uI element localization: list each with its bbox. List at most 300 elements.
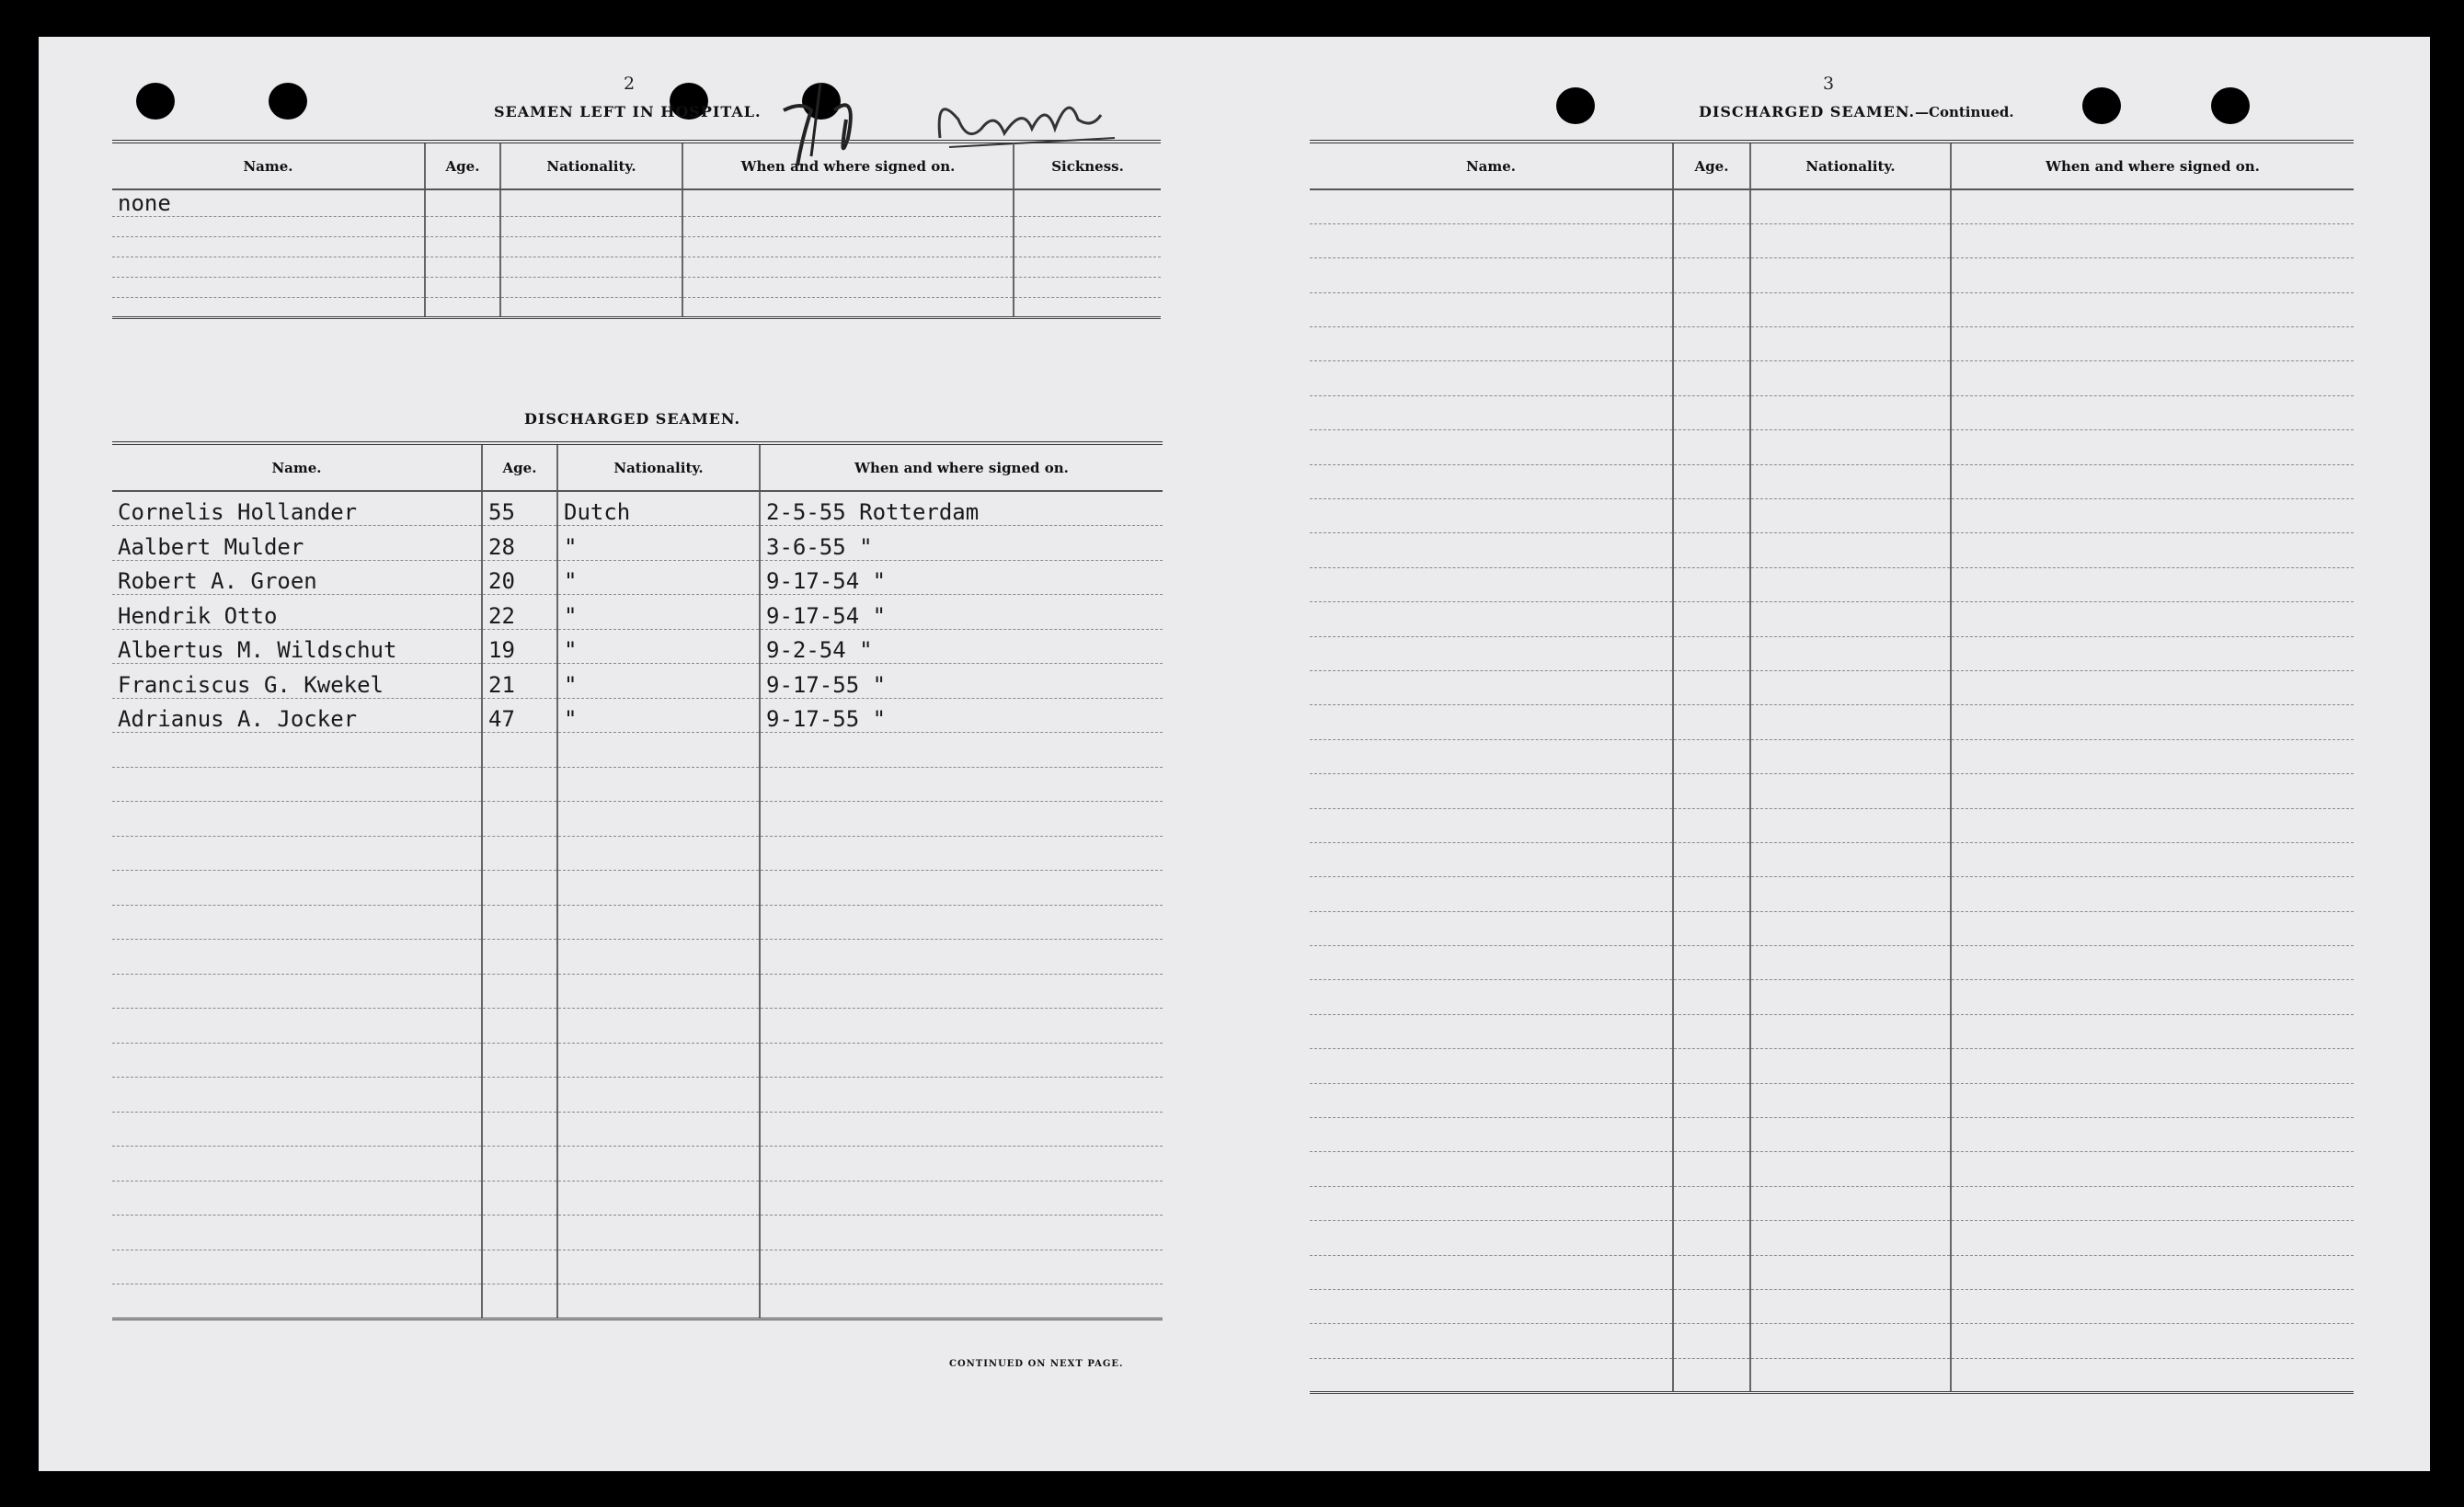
table-row xyxy=(112,905,1163,940)
table-cell xyxy=(682,278,1014,298)
table-cell xyxy=(500,189,682,217)
table-cell xyxy=(557,1250,760,1284)
table-cell xyxy=(1951,842,2354,876)
table-cell xyxy=(1310,533,1673,567)
table-cell xyxy=(482,733,557,768)
table-cell xyxy=(482,905,557,940)
table-cell xyxy=(682,257,1014,278)
table-row xyxy=(1310,1186,2354,1220)
table-cell xyxy=(112,1009,482,1044)
table-cell xyxy=(1310,877,1673,911)
table-cell xyxy=(1951,1049,2354,1083)
table-cell xyxy=(112,278,425,298)
table-cell xyxy=(1951,911,2354,945)
table-cell xyxy=(1951,774,2354,808)
table-cell xyxy=(1750,1186,1951,1220)
table-row xyxy=(1310,808,2354,842)
table-row xyxy=(112,767,1163,802)
table-cell xyxy=(1750,1221,1951,1255)
table-cell xyxy=(112,836,482,871)
table-cell xyxy=(1750,946,1951,980)
table-cell xyxy=(500,278,682,298)
table-row xyxy=(1310,602,2354,636)
table-cell xyxy=(557,1112,760,1147)
table-row xyxy=(112,257,1161,278)
table-cell xyxy=(1673,636,1750,670)
table-cell: Robert A. Groen xyxy=(112,560,482,595)
table-row xyxy=(112,1009,1163,1044)
table-cell xyxy=(1673,1186,1750,1220)
table-row xyxy=(1310,1152,2354,1186)
col-header-nationality: Nationality. xyxy=(1750,142,1951,189)
table-row xyxy=(112,595,1163,630)
table-cell: 21 xyxy=(482,664,557,699)
table-cell xyxy=(1310,1255,1673,1289)
table-cell xyxy=(1750,911,1951,945)
table-cell xyxy=(1951,361,2354,395)
table-cell xyxy=(760,1078,1163,1113)
col-header-signed-on: When and where signed on. xyxy=(1951,142,2354,189)
table-cell xyxy=(1750,1083,1951,1117)
table-cell xyxy=(112,1216,482,1250)
table-cell xyxy=(112,1078,482,1113)
col-header-age: Age. xyxy=(425,142,500,189)
table-cell xyxy=(1673,533,1750,567)
table-cell xyxy=(1310,292,1673,326)
table-row xyxy=(1310,946,2354,980)
table-cell xyxy=(557,767,760,802)
table-row xyxy=(1310,292,2354,326)
table-cell xyxy=(1673,739,1750,773)
ship-manifest-sheet xyxy=(39,37,2430,1471)
table-cell xyxy=(1310,911,1673,945)
table-cell xyxy=(1750,602,1951,636)
table-row xyxy=(112,1181,1163,1216)
table-cell xyxy=(557,1181,760,1216)
table-row xyxy=(112,733,1163,768)
discharged-section-title: DISCHARGED SEAMEN. xyxy=(524,410,741,428)
table-cell xyxy=(1750,430,1951,464)
table-cell xyxy=(557,974,760,1009)
table-cell xyxy=(482,974,557,1009)
table-cell xyxy=(1310,430,1673,464)
table-cell xyxy=(557,940,760,975)
table-cell xyxy=(1750,189,1951,223)
table-cell xyxy=(112,217,425,237)
table-cell xyxy=(1673,1152,1750,1186)
table-cell xyxy=(1750,1014,1951,1048)
table-cell xyxy=(557,802,760,837)
table-cell xyxy=(1951,877,2354,911)
table-cell xyxy=(1951,1358,2354,1392)
table-cell xyxy=(425,237,500,257)
table-cell xyxy=(1951,1152,2354,1186)
table-cell xyxy=(1014,217,1161,237)
page-number: 3 xyxy=(1823,74,1835,94)
table-cell xyxy=(760,871,1163,906)
table-cell xyxy=(1750,361,1951,395)
table-cell xyxy=(1310,395,1673,429)
table-cell xyxy=(557,905,760,940)
table-row xyxy=(112,1078,1163,1113)
table-cell xyxy=(1310,739,1673,773)
table-cell xyxy=(112,1147,482,1182)
table-cell xyxy=(1673,499,1750,533)
table-row xyxy=(1310,739,2354,773)
col-header-sickness: Sickness. xyxy=(1014,142,1161,189)
table-row xyxy=(1310,911,2354,945)
table-row xyxy=(1310,1358,2354,1392)
table-cell xyxy=(760,767,1163,802)
table-row xyxy=(1310,1221,2354,1255)
table-cell xyxy=(500,257,682,278)
table-cell xyxy=(1951,430,2354,464)
table-cell xyxy=(682,217,1014,237)
col-header-age: Age. xyxy=(482,443,557,491)
table-cell xyxy=(682,298,1014,318)
table-cell xyxy=(1951,327,2354,361)
table-cell: Adrianus A. Jocker xyxy=(112,698,482,733)
table-cell xyxy=(1310,1221,1673,1255)
table-cell: 2-5-55 Rotterdam xyxy=(760,491,1163,526)
table-cell: 19 xyxy=(482,629,557,664)
col-header-name: Name. xyxy=(112,142,425,189)
table-cell: 20 xyxy=(482,560,557,595)
table-cell xyxy=(112,298,425,318)
table-cell xyxy=(1673,911,1750,945)
table-cell: Hendrik Otto xyxy=(112,595,482,630)
table-cell xyxy=(112,237,425,257)
table-cell: 9-17-55 " xyxy=(760,698,1163,733)
table-row xyxy=(112,278,1161,298)
title-suffix: —Continued. xyxy=(1915,104,2014,120)
table-cell: " xyxy=(557,560,760,595)
table-cell xyxy=(1750,774,1951,808)
table-row xyxy=(1310,395,2354,429)
table-cell: Albertus M. Wildschut xyxy=(112,629,482,664)
table-cell xyxy=(1014,237,1161,257)
table-cell: " xyxy=(557,698,760,733)
table-cell xyxy=(1951,980,2354,1014)
table-cell xyxy=(1310,361,1673,395)
table-cell xyxy=(557,1009,760,1044)
table-cell xyxy=(482,940,557,975)
table-cell: Aalbert Mulder xyxy=(112,526,482,561)
table-cell xyxy=(1673,1255,1750,1289)
col-header-name: Name. xyxy=(112,443,482,491)
table-row xyxy=(112,237,1161,257)
table-cell xyxy=(1310,842,1673,876)
table-cell xyxy=(1310,464,1673,498)
table-cell: 3-6-55 " xyxy=(760,526,1163,561)
table-row xyxy=(1310,1324,2354,1358)
right-page xyxy=(1308,37,2430,1471)
table-cell xyxy=(112,905,482,940)
table-cell xyxy=(482,1181,557,1216)
table-cell xyxy=(500,237,682,257)
table-row xyxy=(1310,361,2354,395)
table-cell xyxy=(1951,602,2354,636)
table-cell xyxy=(1310,705,1673,739)
table-cell xyxy=(1951,670,2354,704)
table-cell xyxy=(1310,670,1673,704)
table-row xyxy=(112,526,1163,561)
table-cell xyxy=(1750,395,1951,429)
table-cell xyxy=(1951,739,2354,773)
table-cell xyxy=(1310,774,1673,808)
table-row xyxy=(112,1043,1163,1078)
table-row xyxy=(1310,464,2354,498)
table-cell xyxy=(500,217,682,237)
table-cell xyxy=(557,1216,760,1250)
table-cell xyxy=(1750,1358,1951,1392)
col-header-signed-on: When and where signed on. xyxy=(760,443,1163,491)
table-cell xyxy=(1310,223,1673,257)
table-cell xyxy=(425,257,500,278)
table-cell xyxy=(425,298,500,318)
table-row xyxy=(1310,258,2354,292)
table-cell xyxy=(1673,842,1750,876)
table-cell xyxy=(1673,980,1750,1014)
table-cell xyxy=(1014,189,1161,217)
table-row xyxy=(112,871,1163,906)
table-cell xyxy=(1951,292,2354,326)
table-cell xyxy=(1673,430,1750,464)
table-cell xyxy=(1673,1049,1750,1083)
table-row xyxy=(1310,223,2354,257)
col-header-nationality: Nationality. xyxy=(500,142,682,189)
table-cell xyxy=(1750,1118,1951,1152)
table-cell xyxy=(112,257,425,278)
table-cell xyxy=(112,871,482,906)
table-cell xyxy=(112,940,482,975)
table-cell xyxy=(1673,1290,1750,1324)
table-row xyxy=(112,298,1161,318)
table-cell xyxy=(1673,602,1750,636)
table-cell xyxy=(482,1250,557,1284)
table-cell xyxy=(557,1284,760,1319)
table-row xyxy=(112,1284,1163,1319)
table-cell xyxy=(482,1009,557,1044)
table-cell xyxy=(1310,1358,1673,1392)
table-cell xyxy=(1673,1014,1750,1048)
table-cell xyxy=(1750,567,1951,601)
table-row xyxy=(1310,327,2354,361)
table-cell: Franciscus G. Kwekel xyxy=(112,664,482,699)
table-cell xyxy=(1750,292,1951,326)
table-cell xyxy=(425,189,500,217)
table-row xyxy=(1310,670,2354,704)
table-cell xyxy=(1750,1049,1951,1083)
table-cell xyxy=(1673,946,1750,980)
table-cell xyxy=(1310,1290,1673,1324)
table-row xyxy=(1310,1049,2354,1083)
table-cell xyxy=(1673,705,1750,739)
table-cell xyxy=(682,189,1014,217)
table-cell xyxy=(1673,395,1750,429)
table-cell xyxy=(425,278,500,298)
hospital-table xyxy=(112,140,1161,319)
table-row xyxy=(1310,1290,2354,1324)
table-cell xyxy=(1673,1221,1750,1255)
left-page xyxy=(39,37,1216,1471)
table-row xyxy=(112,560,1163,595)
table-cell xyxy=(1310,1186,1673,1220)
table-cell: 9-17-54 " xyxy=(760,560,1163,595)
table-cell xyxy=(760,836,1163,871)
table-cell xyxy=(1951,464,2354,498)
table-cell xyxy=(1310,946,1673,980)
table-cell xyxy=(1951,1324,2354,1358)
table-cell: none xyxy=(112,189,425,217)
table-cell xyxy=(1673,877,1750,911)
table-cell xyxy=(1750,739,1951,773)
table-cell xyxy=(1951,705,2354,739)
table-row xyxy=(112,974,1163,1009)
table-row xyxy=(112,1216,1163,1250)
table-cell xyxy=(1310,1118,1673,1152)
title-text: DISCHARGED SEAMEN. xyxy=(1699,103,1916,120)
col-header-nationality: Nationality. xyxy=(557,443,760,491)
table-cell xyxy=(112,1284,482,1319)
table-cell xyxy=(1310,808,1673,842)
col-header-age: Age. xyxy=(1673,142,1750,189)
table-cell xyxy=(1014,278,1161,298)
table-row xyxy=(112,1250,1163,1284)
table-cell xyxy=(1014,298,1161,318)
table-row xyxy=(1310,1014,2354,1048)
table-row xyxy=(112,629,1163,664)
table-cell xyxy=(760,1181,1163,1216)
table-cell xyxy=(1673,1083,1750,1117)
table-cell: " xyxy=(557,629,760,664)
table-cell xyxy=(1750,636,1951,670)
table-cell xyxy=(1951,946,2354,980)
table-row xyxy=(112,1112,1163,1147)
table-row xyxy=(1310,980,2354,1014)
table-cell xyxy=(1750,842,1951,876)
table-cell: 22 xyxy=(482,595,557,630)
table-row xyxy=(112,836,1163,871)
table-row xyxy=(112,664,1163,699)
table-row xyxy=(112,940,1163,975)
table-cell xyxy=(1310,636,1673,670)
col-header-name: Name. xyxy=(1310,142,1673,189)
table-cell xyxy=(1750,877,1951,911)
table-cell xyxy=(1014,257,1161,278)
table-cell xyxy=(1673,361,1750,395)
table-cell xyxy=(1750,808,1951,842)
table-cell: " xyxy=(557,526,760,561)
table-row xyxy=(1310,774,2354,808)
table-cell: 9-17-55 " xyxy=(760,664,1163,699)
table-row xyxy=(1310,567,2354,601)
table-cell xyxy=(1951,1255,2354,1289)
table-cell: " xyxy=(557,664,760,699)
table-cell xyxy=(112,733,482,768)
table-cell xyxy=(557,836,760,871)
table-cell xyxy=(112,1043,482,1078)
table-row xyxy=(112,491,1163,526)
table-cell xyxy=(760,1043,1163,1078)
table-cell xyxy=(1310,1014,1673,1048)
table-cell xyxy=(482,1284,557,1319)
table-cell xyxy=(1750,980,1951,1014)
table-cell xyxy=(1951,1290,2354,1324)
col-header-signed-on: When and where signed on. xyxy=(682,142,1014,189)
table-cell: 28 xyxy=(482,526,557,561)
table-cell xyxy=(1951,395,2354,429)
table-cell xyxy=(482,871,557,906)
table-cell xyxy=(760,1009,1163,1044)
table-cell xyxy=(1951,1221,2354,1255)
table-cell xyxy=(1951,258,2354,292)
table-cell xyxy=(1750,223,1951,257)
table-cell xyxy=(1673,774,1750,808)
table-cell xyxy=(1310,980,1673,1014)
discharged-continued-table xyxy=(1310,140,2354,1394)
table-cell xyxy=(1750,499,1951,533)
table-row xyxy=(1310,189,2354,223)
table-cell xyxy=(1951,1083,2354,1117)
table-cell xyxy=(1951,808,2354,842)
table-cell xyxy=(1750,464,1951,498)
table-cell xyxy=(1750,258,1951,292)
table-cell xyxy=(1951,189,2354,223)
table-cell xyxy=(1750,1152,1951,1186)
table-cell xyxy=(760,733,1163,768)
table-cell xyxy=(1310,1152,1673,1186)
table-row xyxy=(1310,430,2354,464)
table-row xyxy=(112,802,1163,837)
table-cell xyxy=(1750,533,1951,567)
table-cell xyxy=(760,940,1163,975)
table-cell xyxy=(1673,808,1750,842)
table-cell xyxy=(1750,1290,1951,1324)
table-cell: 55 xyxy=(482,491,557,526)
table-cell xyxy=(1310,499,1673,533)
table-cell xyxy=(557,1147,760,1182)
table-cell xyxy=(1673,567,1750,601)
table-cell xyxy=(557,1078,760,1113)
table-cell xyxy=(557,871,760,906)
table-cell xyxy=(1750,1324,1951,1358)
continued-footer: CONTINUED ON NEXT PAGE. xyxy=(949,1359,1124,1369)
table-cell xyxy=(1310,1049,1673,1083)
discharged-table xyxy=(112,441,1163,1320)
table-cell xyxy=(1750,1255,1951,1289)
table-cell xyxy=(1951,1118,2354,1152)
table-cell xyxy=(1673,223,1750,257)
table-cell xyxy=(1750,327,1951,361)
table-cell xyxy=(482,1216,557,1250)
table-cell xyxy=(682,237,1014,257)
table-cell xyxy=(482,1078,557,1113)
discharged-continued-title xyxy=(1699,103,2014,120)
table-row xyxy=(112,698,1163,733)
table-cell xyxy=(1310,327,1673,361)
table-cell xyxy=(1673,292,1750,326)
table-row xyxy=(1310,1118,2354,1152)
table-cell xyxy=(112,767,482,802)
table-cell xyxy=(112,1112,482,1147)
table-cell xyxy=(112,802,482,837)
table-cell xyxy=(482,1112,557,1147)
table-cell xyxy=(1951,567,2354,601)
table-cell xyxy=(1673,670,1750,704)
page-number: 2 xyxy=(624,74,636,94)
table-cell xyxy=(1673,1324,1750,1358)
